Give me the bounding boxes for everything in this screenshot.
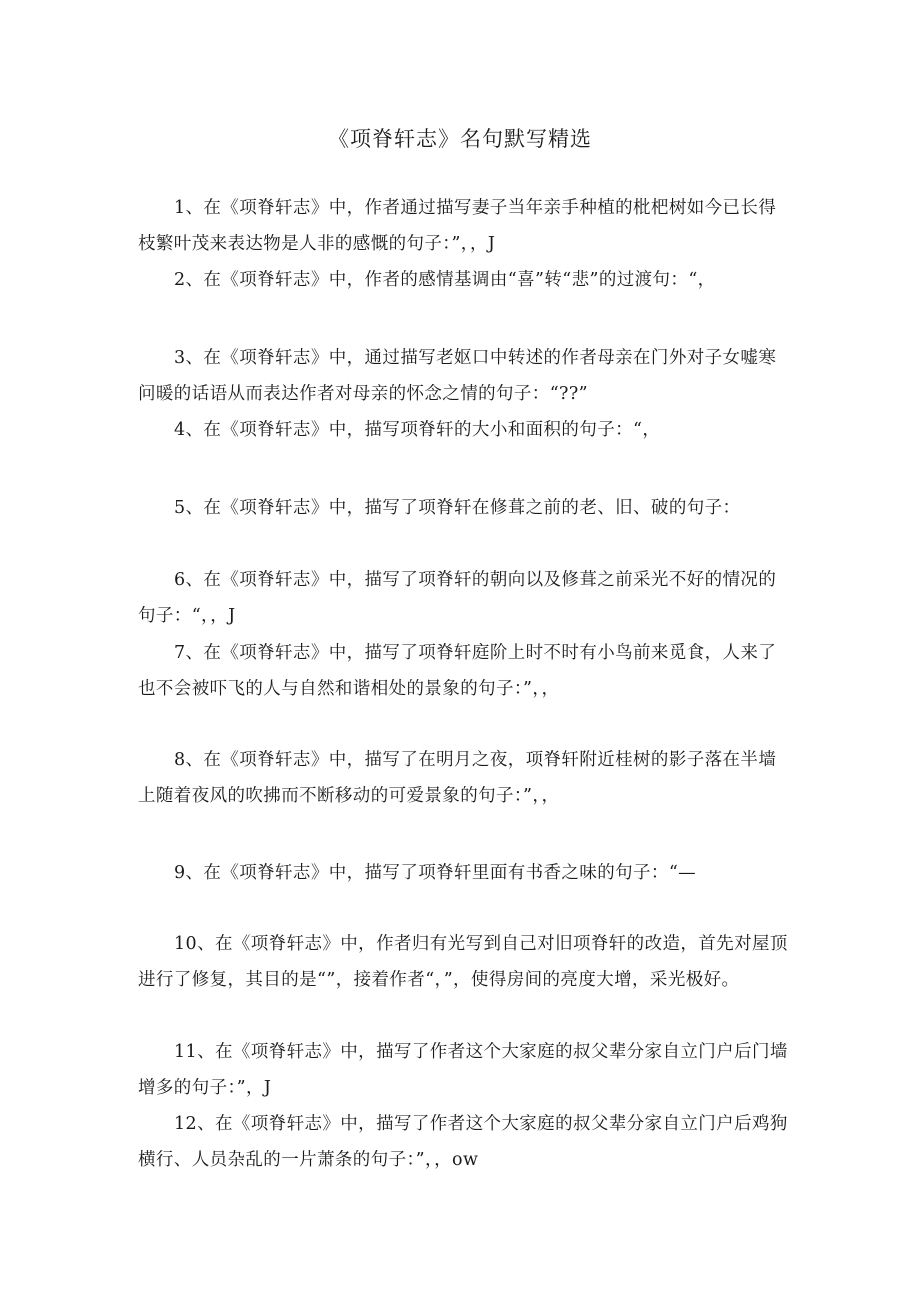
question-6: 6、在《项脊轩志》中，描写了项脊轩的朝向以及修葺之前采光不好的情况的句子：“，，J <box>138 570 777 626</box>
question-9: 9、在《项脊轩志》中，描写了项脊轩里面有书香之味的句子：“— <box>174 863 697 883</box>
question-4: 4、在《项脊轩志》中，描写项脊轩的大小和面积的句子：“， <box>174 420 661 440</box>
question-12: 12、在《项脊轩志》中，描写了作者这个大家庭的叔父辈分家自立门户后鸡狗横行、人员杂乱的一片萧条的句子：”，，ow <box>138 1114 788 1170</box>
question-8: 8、在《项脊轩志》中，描写了在明月之夜，项脊轩附近桂树的影子落在半墙上随着夜风的吹拂而不断移动的可爱景象的句子：”，， <box>138 750 777 806</box>
question-10: 10、在《项脊轩志》中，作者归有光写到自己对旧项脊轩的改造，首先对屋顶进行了修复，其目的是“”，接着作者“，”，使得房间的亮度大增，采光极好。 <box>138 934 788 990</box>
page-title: 《项脊轩志》名句默写精选 <box>328 127 592 151</box>
question-5: 5、在《项脊轩志》中，描写了项脊轩在修葺之前的老、旧、破的句子： <box>174 498 741 518</box>
question-2: 2、在《项脊轩志》中，作者的感情基调由“喜”转“悲”的过渡句：“， <box>174 270 716 290</box>
question-1: 1、在《项脊轩志》中，作者通过描写妻子当年亲手种植的枇杷树如今已长得枝繁叶茂来表达物是人非的感慨的句子：”，，J <box>138 198 777 254</box>
question-7: 7、在《项脊轩志》中，描写了项脊轩庭阶上时不时有小鸟前来觅食，人来了也不会被吓飞的人与自然和谐相处的景象的句子：”，， <box>138 643 777 699</box>
question-3: 3、在《项脊轩志》中，通过描写老妪口中转述的作者母亲在门外对子女嘘寒问暖的话语从而表达作者对母亲的怀念之情的句子：“??” <box>138 348 777 404</box>
question-11: 11、在《项脊轩志》中，描写了作者这个大家庭的叔父辈分家自立门户后门墙增多的句子：”，J <box>138 1042 788 1098</box>
